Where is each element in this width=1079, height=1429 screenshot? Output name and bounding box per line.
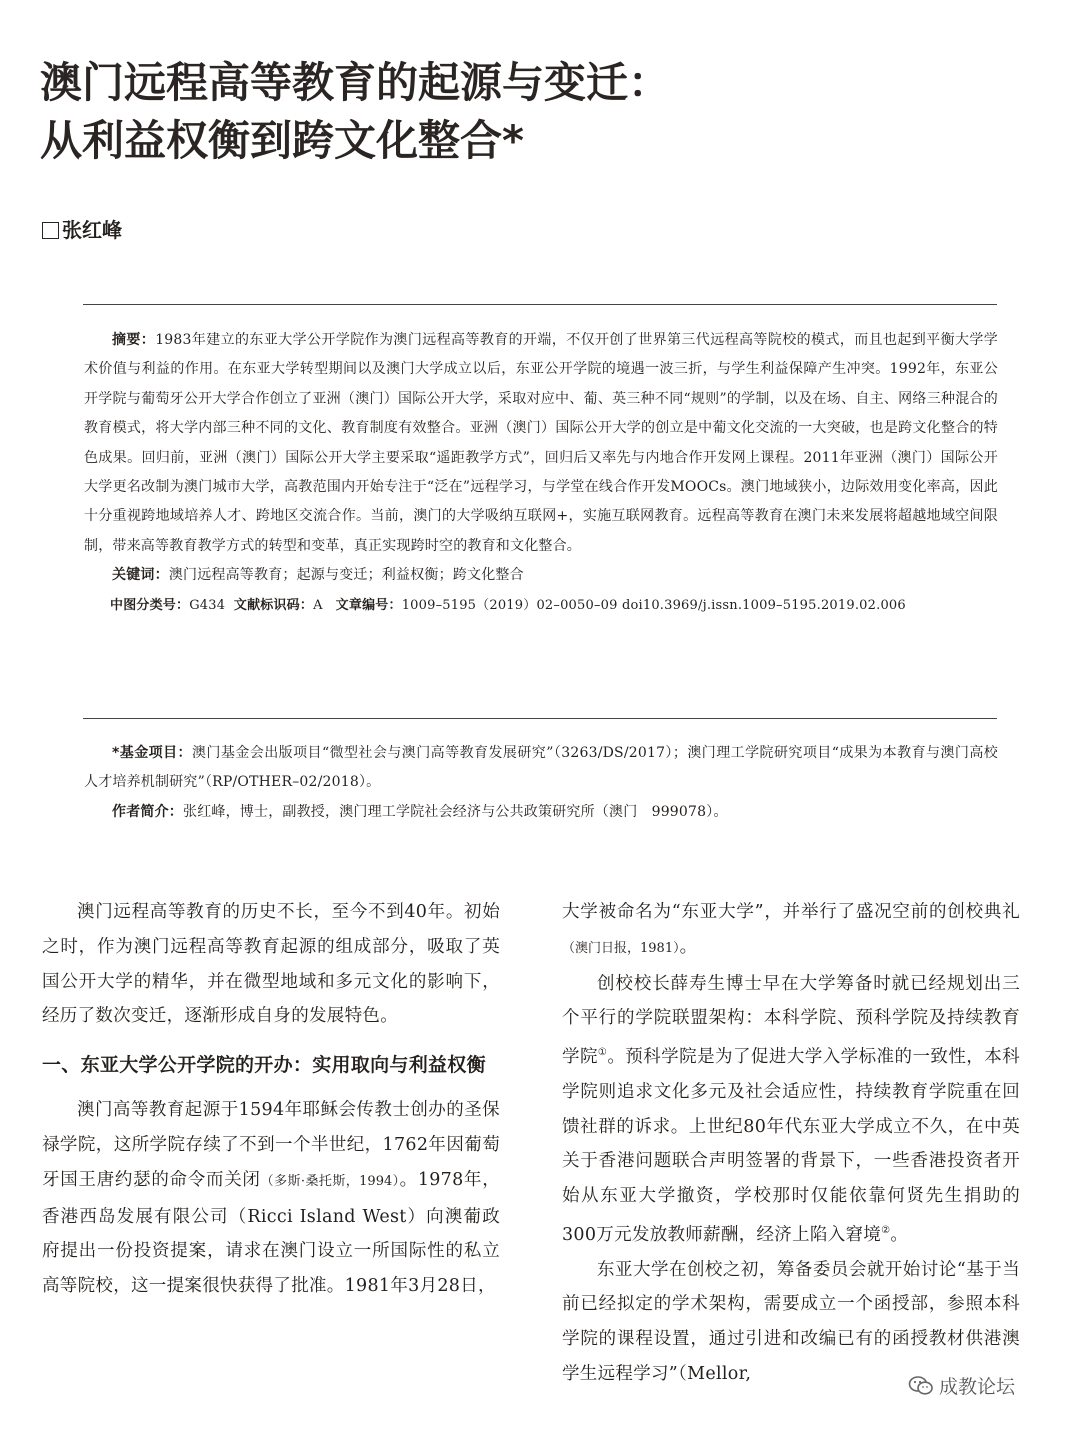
paragraph: 东亚大学在创校之初，筹备委员会就开始讨论“基于当前已经拟定的学术架构，需要成立一个函授部，参照本科学院的课程设置，通过引进和改编已有的函授教材供港澳学生远程学习”（Mellor, bbox=[562, 1259, 1020, 1385]
article-number-label: 文章编号： bbox=[335, 597, 402, 613]
text-run: 创校校长薛寿生博士早在大学筹备时就已经规划出三个平行的学院联盟架构：本科学院、预科学院及持续教育学院 bbox=[562, 973, 1020, 1068]
citation: （澳门日报，1981） bbox=[562, 940, 680, 956]
article-title bbox=[40, 54, 1040, 170]
text-run: 大学被命名为“东亚大学”，并举行了盛况空前的创校典礼 bbox=[562, 902, 1020, 922]
footnote-marker: ① bbox=[597, 1047, 608, 1059]
keywords-label: 关键词： bbox=[112, 567, 169, 584]
title-line-1: 澳门远程高等教育的起源与变迁： bbox=[40, 58, 671, 107]
article-number-value: 1009–5195（2019）02–0050–09 doi10.3969/j.issn.1009–5195.2019.02.006 bbox=[401, 597, 906, 613]
doc-code-label: 文献标识码： bbox=[233, 597, 314, 613]
fund-info bbox=[84, 739, 998, 798]
footnote-block bbox=[84, 739, 998, 827]
divider-top bbox=[83, 304, 997, 305]
author-line bbox=[42, 216, 122, 244]
author-box-icon bbox=[42, 222, 59, 239]
author-bio bbox=[84, 798, 998, 827]
citation: （多斯·桑托斯，1994） bbox=[260, 1173, 400, 1189]
left-column bbox=[42, 895, 500, 1304]
paragraph bbox=[562, 967, 1020, 1253]
watermark bbox=[905, 1372, 1018, 1399]
watermark-text: 成教论坛 bbox=[939, 1376, 1016, 1398]
author-bio-label: 作者简介： bbox=[112, 803, 183, 820]
abstract-block bbox=[84, 326, 998, 620]
author-bio-text: 张红峰，博士，副教授，澳门理工学院社会经济与公共政策研究所（澳门 999078）。 bbox=[183, 803, 728, 820]
text-run: 。 bbox=[890, 1224, 909, 1245]
title-line-2: 从利益权衡到跨文化整合* bbox=[40, 116, 524, 165]
doc-code-value: A bbox=[313, 597, 323, 613]
abstract-label: 摘要： bbox=[112, 332, 156, 348]
text-run: 澳门高等教育起源于1594年耶稣会传教士创办的圣保禄学院，这所学院存续了不到一个半世纪，1762年因葡萄牙国王唐约瑟的命令而关闭 bbox=[42, 1100, 500, 1190]
text-run: 。预科学院是为了促进大学入学标准的一致性，本科学院则追求文化多元及社会适应性，持续教育学院重在回馈社群的诉求。上世纪80年代东亚大学成立不久，在中英关于香港问题联合声明签署的背景下，一些香港投资者开始从东亚大学撤资，学校那时仅能依靠何贤先生捐助的300万元发放教师薪酬，经济上陷入窘境 bbox=[562, 1047, 1020, 1245]
keywords-text: 澳门远程高等教育；起源与变迁；利益权衡；跨文化整合 bbox=[168, 567, 524, 584]
paragraph bbox=[42, 1093, 500, 1304]
paragraph bbox=[562, 895, 1020, 967]
fund-text: 澳门基金会出版项目“微型社会与澳门高等教育发展研究”（3263/DS/2017）；澳门理工学院研究项目“成果为本教育与澳门高校人才培养机制研究”（RP/OTHER–02/2018）。 bbox=[84, 745, 998, 791]
classification bbox=[84, 591, 998, 620]
author-name: 张红峰 bbox=[62, 218, 122, 242]
section-heading: 一、东亚大学公开学院的开办：实用取向与利益权衡 bbox=[42, 1054, 486, 1077]
text-run: 。1978年，香港西岛发展有限公司（Ricci Island West）向澳葡政府提出一份投资提案，请求在澳门设立一所国际性的私立高等院校，这一提案很快获得了批准。1981年3月28日， bbox=[42, 1169, 500, 1297]
keywords bbox=[84, 561, 998, 590]
fund-label: *基金项目： bbox=[112, 745, 192, 761]
wechat-icon bbox=[908, 1375, 934, 1397]
footnote-marker: ② bbox=[881, 1225, 891, 1236]
abstract-text: 1983年建立的东亚大学公开学院作为澳门远程高等教育的开端，不仅开创了世界第三代远程高等院校的模式，而且也起到平衡大学学术价值与利益的作用。在东亚大学转型期间以及澳门大学成立以后，东亚公开学院的境遇一波三折，与学生利益保障产生冲突。1992年，东亚公开学院与葡萄牙公开大学合作创立了亚洲（澳门）国际公开大学，采取对应中、葡、英三种不同“规则”的学制，以及在场、自主、网络三种混合的教育模式，将大学内部三种不同的文化、教育制度有效整合。亚洲（澳门）国际公开大学的创立是中葡文化交流的一大突破，也是跨文化整合的特色成果。回归前，亚洲（澳门）国际公开大学主要采取“遥距教学方式”，回归后又率先与内地合作开发网上课程。2011年亚洲（澳门）国际公开大学更名改制为澳门城市大学，高教范围内开始专注于“泛在”远程学习，与学堂在线合作开发MOOCs。澳门地域狭小，边际效用变化率高，因此十分重视跨地域培养人才、跨地区交流合作。当前，澳门的大学吸纳互联网+，实施互联网教育。远程高等教育在澳门未来发展将超越地域空间限制，带来高等教育教学方式的转型和变革，真正实现跨时空的教育和文化整合。 bbox=[84, 332, 998, 554]
clc-value: G434 bbox=[189, 597, 226, 613]
right-column bbox=[562, 895, 1020, 1392]
abstract bbox=[84, 326, 998, 561]
paragraph: 澳门远程高等教育的历史不长，至今不到40年。初始之时，作为澳门远程高等教育起源的组成部分，吸取了英国公开大学的精华，并在微型地域和多元文化的影响下，经历了数次变迁，逐渐形成自身的发展特色。 bbox=[42, 902, 500, 1027]
clc-label: 中图分类号： bbox=[110, 597, 190, 613]
divider-bottom bbox=[83, 718, 997, 719]
text-run: 。 bbox=[679, 936, 698, 957]
